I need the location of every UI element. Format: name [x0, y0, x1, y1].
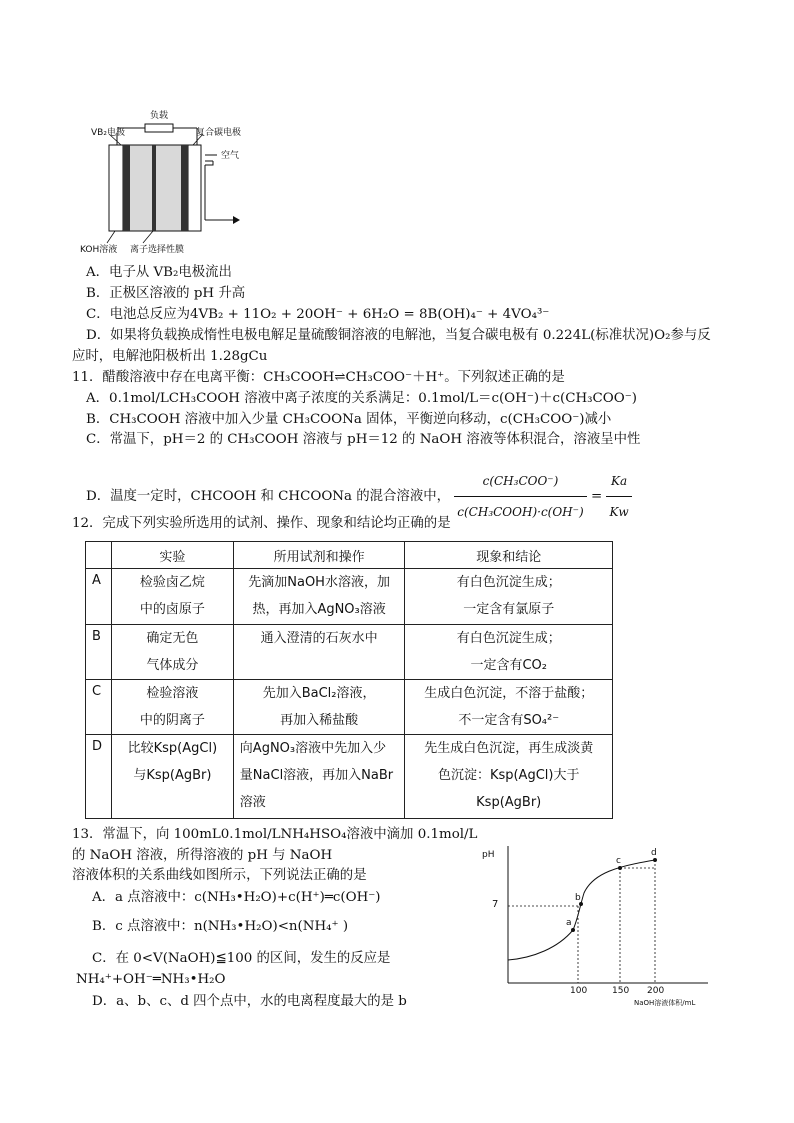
kw-label: Kw [609, 505, 629, 519]
cell-line: 气体成分 [146, 658, 199, 673]
q13-stem-line1: 13．常温下，向 100mL0.1mol/LNH₄HSO₄溶液中滴加 0.1mol/L [72, 827, 478, 842]
cell-line: 热，再加入AgNO₃溶液 [252, 602, 386, 617]
point-a [571, 928, 575, 932]
table-row [86, 569, 613, 625]
membrane-label: 离子选择性膜 [130, 245, 185, 255]
row-label: C [86, 680, 112, 735]
ph-titration-graph [478, 838, 718, 1010]
membrane [152, 145, 156, 231]
cell-line: 通入澄清的石灰水中 [260, 631, 378, 646]
cell-line: 检验卤乙烷 [139, 575, 205, 590]
row-label: A [86, 569, 112, 625]
carbon-electrode-label: 复合碳电极 [196, 128, 242, 138]
cell-line: 中的卤原子 [139, 602, 205, 617]
operation-cell [233, 625, 405, 680]
result-cell [405, 625, 613, 680]
q11-option-c: C．常温下，pH＝2 的 CH₃COOH 溶液与 pH＝12 的 NaOH 溶液等体积混合，溶液呈中性 [86, 432, 641, 447]
point-b-label: b [575, 893, 581, 903]
fraction-numerator: c(CH₃COO⁻) [454, 466, 586, 497]
cell-line: 一定含有CO₂ [470, 658, 547, 673]
header-cell: 所用试剂和操作 [233, 542, 405, 569]
graph-y-tick-7: 7 [492, 899, 499, 910]
point-c [618, 866, 622, 870]
cell-line: 有白色沉淀生成； [456, 575, 561, 590]
cell-line: 比较Ksp(AgCl) [127, 741, 218, 756]
graph-x-tick-150: 150 [612, 986, 630, 996]
point-d [653, 858, 657, 862]
cell-line: 溶液 [239, 795, 266, 810]
graph-x-tick-200: 200 [647, 986, 665, 996]
q10-option-c [86, 306, 549, 324]
cell-line: 先加入BaCl₂溶液， [262, 686, 376, 701]
q10-option-d-line2: 应时，电解池阳极析出 1.28gCu [72, 349, 268, 364]
header-cell [86, 542, 112, 569]
q13-option-c-line2: NH₄⁺+OH⁻═NH₃•H₂O [76, 972, 226, 987]
experiment-table [85, 541, 613, 819]
q13-option-a: A．a 点溶液中：c(NH₃•H₂O)+c(H⁺)═c(OH⁻) [92, 890, 381, 905]
concentration-fraction [454, 466, 586, 527]
experiment-cell [111, 625, 233, 680]
cell-line: 量NaCl溶液，再加入NaBr [239, 768, 394, 783]
q10-option-d-line1: D．如果将负载换成惰性电极电解足量硫酸铜溶液的电解池，当复合碳电极有 0.224L(标准状况)O₂参与反 [86, 328, 711, 343]
carbon-electrode [181, 145, 188, 231]
header-cell: 实验 [111, 542, 233, 569]
ph-curve [508, 860, 655, 960]
cell-line: 生成白色沉淀，不溶于盐酸； [424, 686, 594, 701]
cell-line: 中的阴离子 [139, 713, 205, 728]
koh-label: KOH溶液 [80, 245, 118, 255]
point-c-label: c [616, 856, 621, 866]
q13-option-b: B．c 点溶液中：n(NH₃•H₂O)<n(NH₄⁺ ) [92, 919, 349, 934]
cell-line: 有白色沉淀生成； [456, 631, 561, 646]
point-d-label: d [651, 848, 657, 858]
operation-cell [233, 680, 405, 735]
result-cell [405, 735, 613, 819]
row-label: D [86, 735, 112, 819]
q11-option-d-text: D．温度一定时，CHCOOH 和 CHCOONa 的混合溶液中， [86, 489, 450, 504]
air-label: 空气 [221, 151, 240, 161]
q13-option-c-line1: C．在 0<V(NaOH)≦100 的区间，发生的反应是 [92, 951, 391, 966]
operation-cell [233, 569, 405, 625]
graph-y-label: pH [482, 850, 495, 860]
fraction-denominator: c(CH₃COOH)·c(OH⁻) [457, 505, 584, 519]
table-row [86, 680, 613, 735]
graph-x-label: NaOH溶液体积/mL [634, 999, 696, 1007]
q11-option-a: A．0.1mol/LCH₃COOH 溶液中离子浓度的关系满足：0.1mol/L＝c(OH⁻)＋c(CH₃COO⁻) [86, 391, 638, 406]
q11-option-b: B．CH₃COOH 溶液中加入少量 CH₃COONa 固体，平衡逆向移动，c(CH₃COO⁻)减小 [86, 412, 612, 427]
result-cell [405, 680, 613, 735]
cell-line: 一定含有氯原子 [463, 602, 555, 617]
cell-line: 再加入稀盐酸 [280, 713, 359, 728]
q13-option-d: D．a、b、c、d 四个点中，水的电离程度最大的是 b [92, 994, 407, 1009]
table-header-row [86, 542, 613, 569]
q10-option-a: A．电子从 VB₂电极流出 [86, 265, 232, 280]
q12-stem: 12．完成下列实验所选用的试剂、操作、现象和结论均正确的是 [72, 516, 451, 531]
point-a-label: a [566, 918, 572, 928]
load-resistor [145, 124, 173, 132]
header-cell: 现象和结论 [405, 542, 613, 569]
q10-option-c-prefix: C．电池总反应为 [86, 307, 190, 322]
table-row [86, 625, 613, 680]
vb2-electrode-label: VB₂电极 [91, 128, 125, 138]
q11-stem: 11．醋酸溶液中存在电离平衡：CH₃COOH⇌CH₃COO⁻＋H⁺。下列叙述正确的是 [72, 370, 565, 385]
result-cell [405, 569, 613, 625]
ka-kw-fraction [606, 466, 631, 527]
graph-x-tick-100: 100 [570, 986, 588, 996]
cell-line: 先滴加NaOH水溶液，加 [248, 575, 390, 590]
table-row [86, 735, 613, 819]
equals-sign: = [590, 489, 603, 504]
cell-line: 不一定含有SO₄²⁻ [458, 713, 560, 728]
row-label: B [86, 625, 112, 680]
cell-line: 色沉淀：Ksp(AgCl)大于 [437, 768, 580, 783]
cell-line: 检验溶液 [146, 686, 199, 701]
cell-line: Ksp(AgBr) [476, 795, 542, 810]
operation-cell [233, 735, 405, 819]
cell-line: 向AgNO₃溶液中先加入少 [239, 741, 387, 756]
experiment-cell [111, 735, 233, 819]
experiment-cell [111, 680, 233, 735]
cell-line: 与Ksp(AgBr) [133, 768, 212, 783]
q10-option-b: B．正极区溶液的 pH 升高 [86, 286, 246, 301]
load-label: 负载 [150, 111, 169, 121]
experiment-cell [111, 569, 233, 625]
cell-line: 确定无色 [146, 631, 199, 646]
q13-stem-line2: 的 NaOH 溶液，所得溶液的 pH 与 NaOH [72, 848, 333, 863]
q13-stem-line3: 溶液体积的关系曲线如图所示，下列说法正确的是 [72, 868, 367, 883]
ka-label: Ka [606, 466, 631, 497]
q10-option-c-equation: 4VB₂ + 11O₂ + 20OH⁻ + 6H₂O = 8B(OH)₄⁻ + 4VO₄³⁻ [189, 307, 550, 322]
cell-line: 先生成白色沉淀，再生成淡黄 [424, 741, 594, 756]
vb2-electrode [123, 145, 130, 231]
